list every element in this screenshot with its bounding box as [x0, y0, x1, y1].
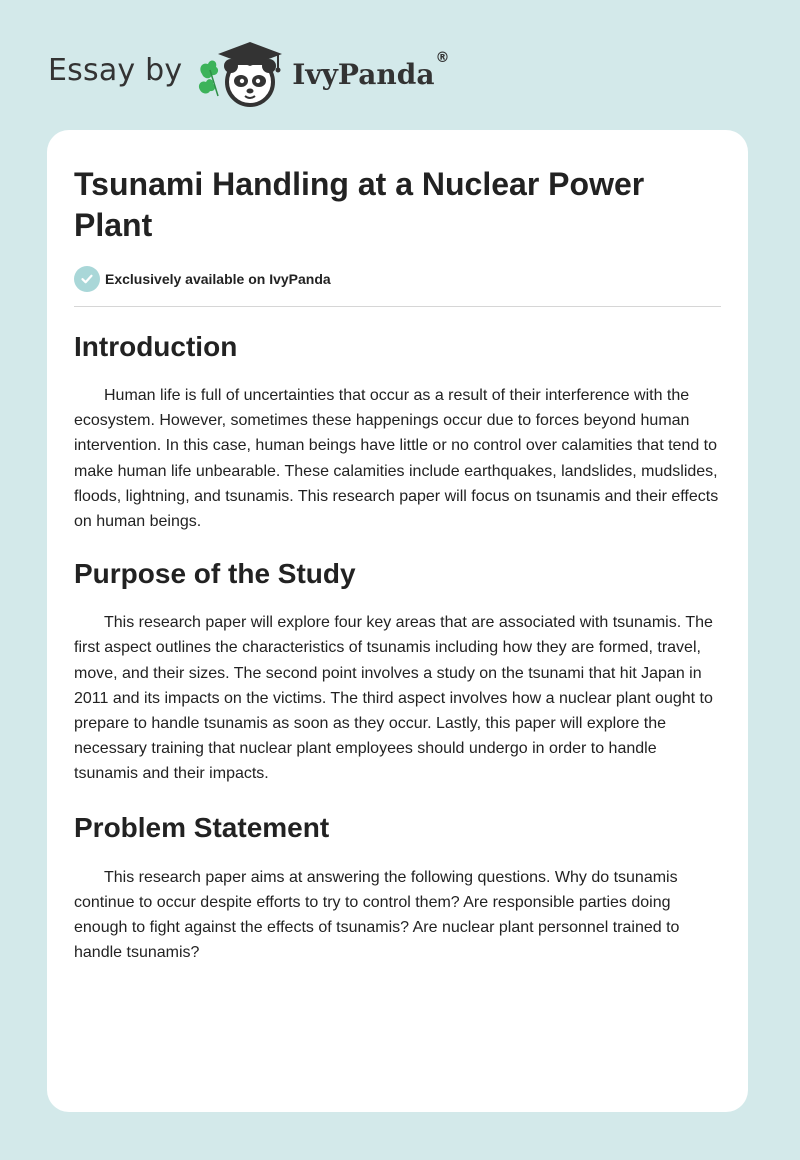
- site-header: [48, 36, 449, 108]
- page-title: Tsunami Handling at a Nuclear Power Plant: [74, 166, 645, 243]
- section-heading: Introduction: [74, 331, 238, 362]
- exclusive-badge: [74, 265, 721, 293]
- registered-mark: ®: [435, 49, 450, 66]
- section-problem-statement: [74, 811, 721, 966]
- brand-name-text: IvyPanda: [292, 57, 435, 91]
- essay-card: [47, 130, 748, 1112]
- panda-graduation-cap-icon: [196, 36, 286, 108]
- checkmark-icon: [74, 266, 100, 292]
- section-paragraph: This research paper aims at answering the following questions. Why do tsunamis continue to occur despite efforts to try to control them? Are responsible parties doing enough to fight against the effects of tsunamis? Are nuclear plant personnel trained to handle tsunamis?: [74, 868, 680, 962]
- exclusive-label: Exclusively available on IvyPanda: [105, 271, 331, 287]
- section-paragraph: This research paper will explore four key areas that are associated with tsunamis. The first aspect outlines the characteristics of tsunamis including how they are formed, travel, move, and their sizes. The second point involves a study on the tsunami that hit Japan in 2011 and its impacts on the victims. The third aspect involves how a nuclear plant ought to prepare to handle tsunamis as soon as they occur. Lastly, this paper will explore the necessary training that nuclear plant employees should undergo in order to handle tsunamis and their impacts.: [74, 614, 713, 783]
- section-paragraph: Human life is full of uncertainties that occur as a result of their interference with the ecosystem. However, sometimes these happenings occur due to forces beyond human intervention. In this case, human beings have little or no control over calamities that tend to make human life unbearable. These calamities include earthquakes, landslides, mudslides, floods, lightning, and tsunamis. This research paper will focus on tsunamis and their effects on human beings.: [74, 387, 719, 531]
- section-purpose: [74, 557, 721, 786]
- brand-name: [292, 49, 450, 91]
- title-divider: [74, 306, 721, 307]
- essay-by-label: Essay by: [48, 52, 183, 88]
- section-heading: Purpose of the Study: [74, 558, 356, 590]
- section-heading: Problem Statement: [74, 811, 330, 843]
- ivypanda-logo-link[interactable]: [196, 36, 449, 108]
- section-introduction: [74, 330, 721, 534]
